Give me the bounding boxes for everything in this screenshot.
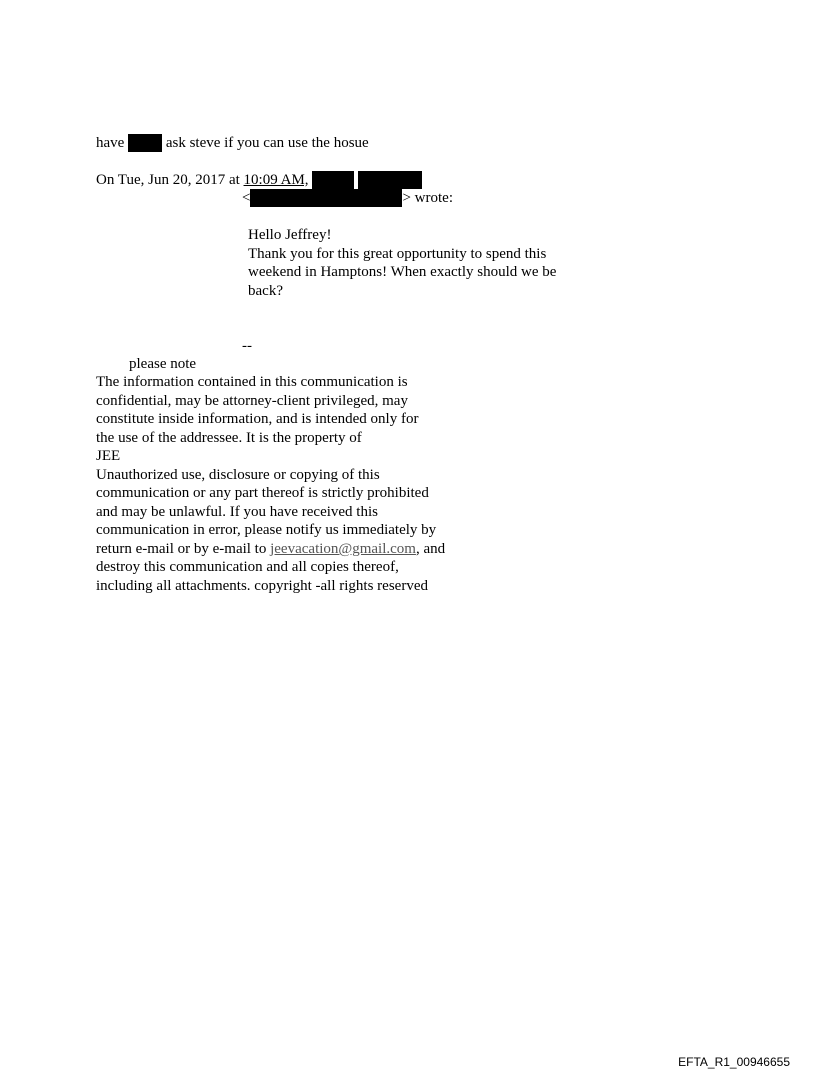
disclaimer-line: the use of the addressee. It is the property of [96,430,362,446]
reply-text: ask steve if you can use the hosue [165,135,369,151]
disclaimer-line: JEE [96,448,121,464]
redaction-block [128,134,162,152]
quote-header-sender-line [242,189,453,207]
quoted-greeting: Hello Jeffrey! [248,227,332,243]
disclaimer-line: destroy this communication and all copies thereof, [96,559,399,575]
disclaimer-line: The information contained in this communication is [96,374,408,390]
reply-line [96,134,369,152]
signature-note: please note [129,356,197,372]
reply-word-before: have [96,135,125,151]
disclaimer-line: constitute inside information, and is intended only for [96,411,419,427]
quoted-message-line: Thank you for this great opportunity to spend this [248,246,547,262]
disclaimer-line: communication in error, please notify us immediately by [96,522,437,538]
quote-header-line [96,171,422,189]
quote-header-wrote: > wrote: [402,190,453,206]
quote-header-time: 10:09 AM, [243,172,309,188]
quoted-message-line: back? [248,283,283,299]
disclaimer-line: Unauthorized use, disclosure or copying of this [96,467,380,483]
disclaimer-line: including all attachments. copyright -all rights reserved [96,578,428,594]
disclaimer-email-prefix: return e-mail or by e-mail to [96,541,271,557]
disclaimer-email-line [96,540,445,558]
quote-header-open-bracket: < [242,190,251,206]
disclaimer-line: and may be unlawful. If you have received this [96,504,378,520]
quote-header-prefix: On Tue, Jun 20, 2017 at [96,172,244,188]
email-link[interactable]: jeevacation@gmail.com [270,541,416,557]
redaction-block [358,171,422,189]
disclaimer-line: communication or any part thereof is strictly prohibited [96,485,429,501]
signature-separator: -- [242,338,252,354]
redaction-block [250,189,402,207]
disclaimer-line: confidential, may be attorney-client privileged, may [96,393,408,409]
disclaimer-email-suffix: , and [415,541,446,557]
document-id: EFTA_R1_00946655 [678,1055,790,1069]
redaction-block [312,171,354,189]
quoted-message-line: weekend in Hamptons! When exactly should we be [248,264,557,280]
